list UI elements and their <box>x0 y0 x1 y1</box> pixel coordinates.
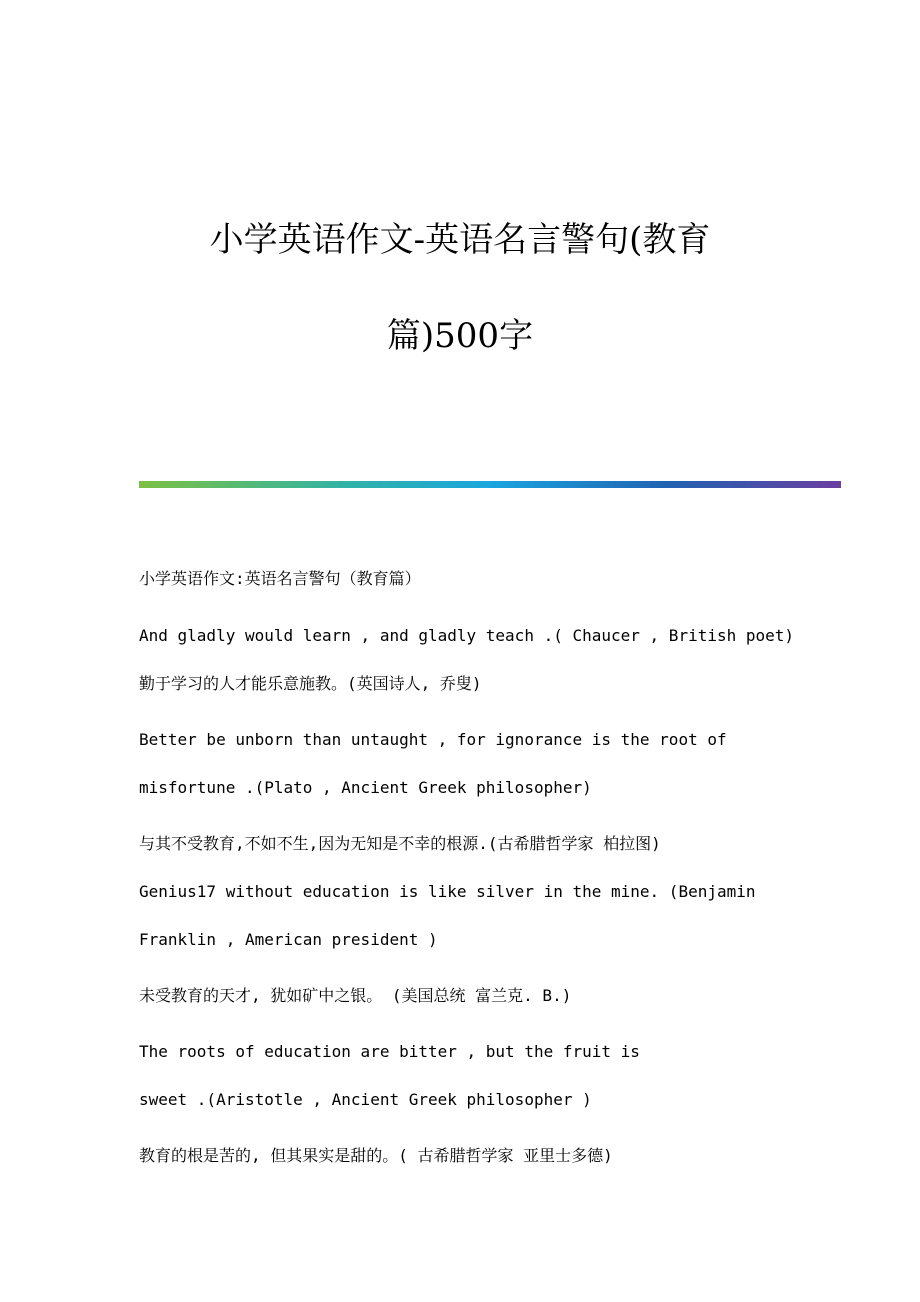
quote-english: The roots of education are bitter , but the fruit is <box>139 1042 640 1061</box>
quote-chinese: 勤于学习的人才能乐意施教。(英国诗人, 乔叟) <box>139 674 482 693</box>
quote-chinese: 与其不受教育,不如不生,因为无知是不幸的根源.(古希腊哲学家 柏拉图) <box>139 834 661 853</box>
quote-english-continued: sweet .(Aristotle , Ancient Greek philosopher ) <box>139 1090 592 1109</box>
quote-english-continued: Franklin , American president ) <box>139 930 438 949</box>
document-title-line-2: 篇)500字 <box>386 316 534 356</box>
quote-english-continued: misfortune .(Plato , Ancient Greek philosopher) <box>139 778 592 797</box>
quote-english: And gladly would learn , and gladly teach .( Chaucer , British poet) <box>139 626 795 645</box>
quote-english: Genius17 without education is like silver in the mine. (Benjamin <box>139 882 756 901</box>
quote-chinese: 教育的根是苦的, 但其果实是甜的。( 古希腊哲学家 亚里士多德) <box>139 1146 613 1165</box>
section-heading: 小学英语作文:英语名言警句（教育篇） <box>139 569 421 588</box>
document-title-line-1: 小学英语作文-英语名言警句(教育 <box>209 220 711 260</box>
quote-chinese: 未受教育的天才, 犹如矿中之银。 (美国总统 富兰克. B.) <box>139 986 572 1005</box>
quote-english: Better be unborn than untaught , for ignorance is the root of <box>139 730 727 749</box>
gradient-divider <box>139 481 841 488</box>
